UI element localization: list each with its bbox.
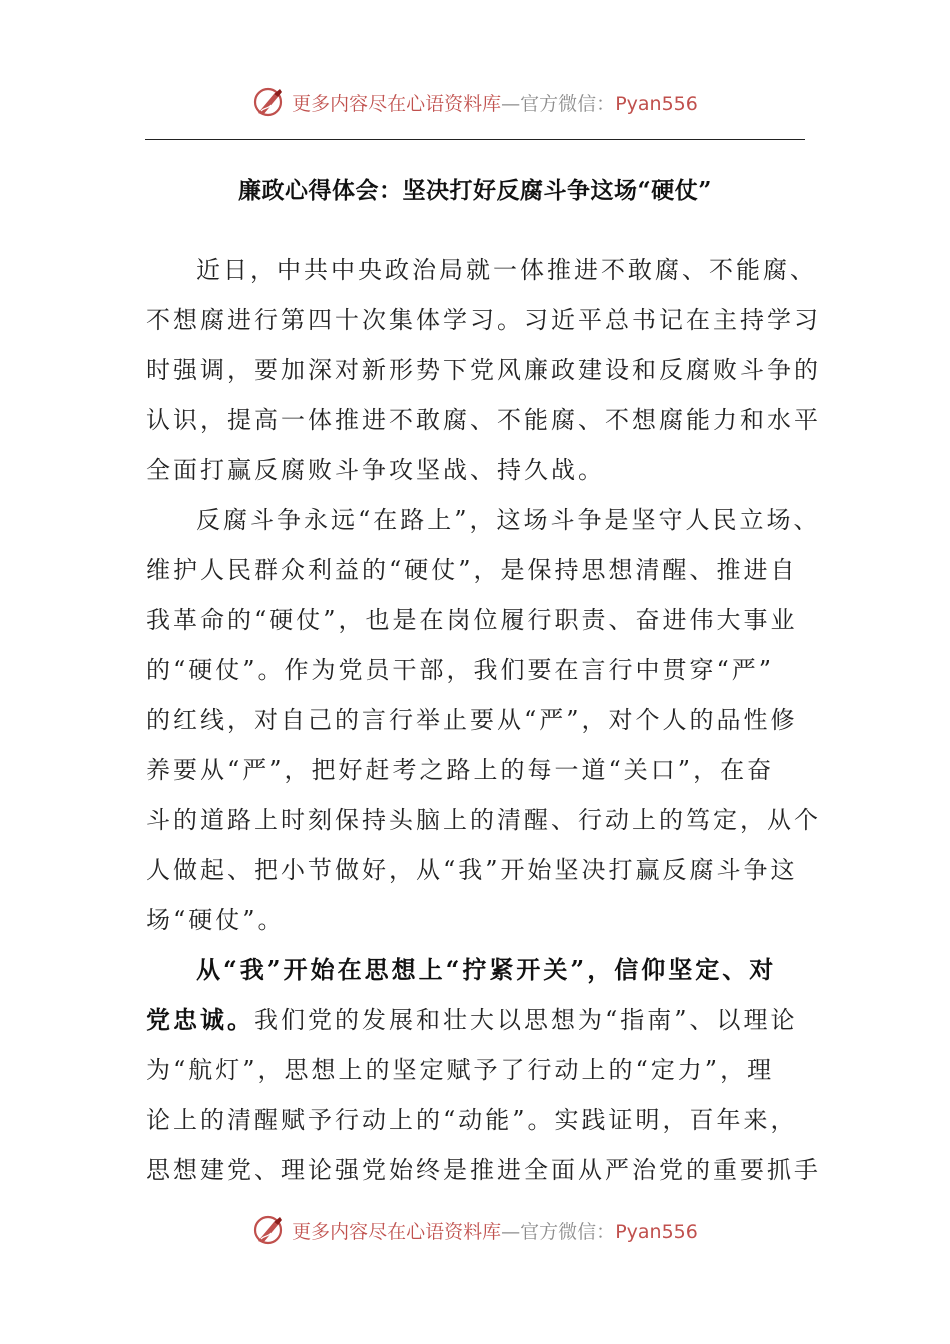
paragraph-line: 的红线，对自己的言行举止要从“严”，对个人的品性修 bbox=[146, 706, 798, 734]
document-body bbox=[146, 245, 821, 1195]
paragraph-line: 论上的清醒赋予行动上的“动能”。实践证明，百年来， bbox=[146, 1106, 798, 1134]
header-banner-text bbox=[292, 89, 698, 116]
paragraph-line: 近日，中共中央政治局就一体推进不敢腐、不能腐、 bbox=[196, 256, 817, 284]
paragraph-line: 人做起、把小节做好，从“我”开始坚决打赢反腐斗争这 bbox=[146, 856, 798, 884]
footer-banner-red: 更多内容尽在心语资料库 bbox=[292, 1220, 502, 1243]
paragraph-line: 反腐斗争永远“在路上”，这场斗争是坚守人民立场、 bbox=[196, 506, 821, 534]
footer-banner-dash: — bbox=[501, 1220, 521, 1243]
paragraph-line bbox=[146, 995, 806, 1045]
paragraph-text: 我们党的发展和壮大以思想为“指南”、以理论 bbox=[254, 1006, 798, 1034]
paragraph-line: 养要从“严”，把好赶考之路上的每一道“关口”，在奋 bbox=[146, 756, 775, 784]
header-banner-red: 更多内容尽在心语资料库 bbox=[292, 92, 502, 115]
footer-banner-grey: 官方微信： bbox=[520, 1220, 616, 1243]
pen-nib-logo-icon bbox=[252, 85, 286, 119]
header-banner-dash: — bbox=[501, 92, 521, 115]
header-divider bbox=[145, 139, 805, 140]
header-banner-grey: 官方微信： bbox=[520, 92, 616, 115]
paragraph-line: 斗的道路上时刻保持头脑上的清醒、行动上的笃定，从个 bbox=[146, 806, 821, 834]
header-banner-id: Pyan556 bbox=[615, 92, 698, 115]
paragraph-line: 全面打赢反腐败斗争攻坚战、持久战。 bbox=[146, 456, 605, 484]
section-heading-line: 从“我”开始在思想上“拧紧开关”，信仰坚定、对 bbox=[196, 955, 777, 984]
paragraph-line: 为“航灯”，思想上的坚定赋予了行动上的“定力”，理 bbox=[146, 1056, 775, 1084]
document-title: 廉政心得体会：坚决打好反腐斗争这场“硬仗” bbox=[238, 177, 712, 204]
paragraph-line: 场“硬仗”。 bbox=[146, 906, 285, 934]
footer-banner bbox=[0, 1210, 950, 1250]
section-heading-tail: 党忠诚。 bbox=[146, 1005, 254, 1034]
paragraph-line: 的“硬仗”。作为党员干部，我们要在言行中贯穿“严” bbox=[146, 656, 775, 684]
paragraph-line: 认识，提高一体推进不敢腐、不能腐、不想腐能力和水平 bbox=[146, 406, 821, 434]
paragraph-line: 维护人民群众利益的“硬仗”，是保持思想清醒、推进自 bbox=[146, 556, 798, 584]
paragraph-line: 我革命的“硬仗”，也是在岗位履行职责、奋进伟大事业 bbox=[146, 606, 798, 634]
paragraph-line: 时强调，要加深对新形势下党风廉政建设和反腐败斗争的 bbox=[146, 356, 821, 384]
paragraph-line: 思想建党、理论强党始终是推进全面从严治党的重要抓手 bbox=[146, 1156, 821, 1184]
header-banner bbox=[0, 82, 950, 122]
footer-banner-id: Pyan556 bbox=[615, 1220, 698, 1243]
pen-nib-logo-icon bbox=[252, 1213, 286, 1247]
footer-banner-text bbox=[292, 1217, 698, 1244]
paragraph-line: 不想腐进行第四十次集体学习。习近平总书记在主持学习 bbox=[146, 306, 821, 334]
